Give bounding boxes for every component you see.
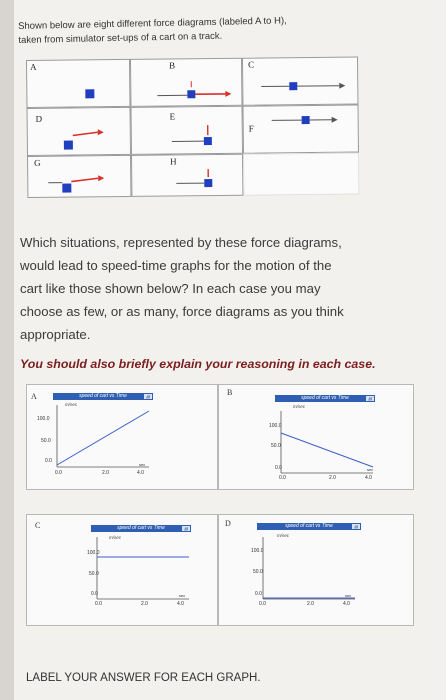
- speed-time-plot-a: [55, 403, 151, 469]
- question-line-2: would lead to speed-time graphs for the motion of the: [20, 258, 332, 273]
- graph-menu-button[interactable]: ▤: [366, 396, 374, 401]
- graph-label: A: [31, 392, 37, 401]
- diagram-g-drawing: [28, 156, 132, 199]
- force-diagram-a: [26, 59, 130, 108]
- y-tick: 0.0: [255, 591, 262, 597]
- diagram-d-drawing: [28, 108, 132, 157]
- x-tick: 2.0: [102, 470, 109, 476]
- intro-line-2: taken from simulator set-ups of a cart on a track.: [18, 30, 223, 46]
- speed-time-plot-b: [279, 409, 375, 475]
- y-tick: 0.0: [275, 465, 282, 471]
- graph-header: [53, 393, 153, 400]
- graph-header-text: speed of cart vs Time: [301, 395, 349, 401]
- y-unit: m/sec: [293, 404, 306, 409]
- x-tick: 2.0: [141, 601, 148, 607]
- graph-menu-button[interactable]: ▤: [182, 526, 190, 531]
- graph-header: [91, 525, 191, 532]
- force-diagram-e: [130, 106, 242, 155]
- graph-panel-c: [26, 514, 218, 626]
- question-line-4: choose as few, or as many, force diagrams as you think: [20, 304, 344, 319]
- x-unit: sec: [179, 593, 186, 598]
- speed-time-plot-c: [95, 535, 191, 601]
- speed-line: [281, 433, 373, 467]
- force-diagram-h: [131, 154, 243, 197]
- graph-header-text: speed of cart vs Time: [285, 523, 333, 529]
- graph-label: D: [225, 519, 231, 528]
- graph-header: [275, 395, 375, 402]
- y-unit: m/sec: [277, 533, 290, 538]
- diagram-f-drawing: [244, 106, 360, 155]
- diagram-label: A: [30, 61, 37, 72]
- question-line-1: Which situations, represented by these force diagrams,: [20, 235, 342, 250]
- y-tick: 50.0: [253, 569, 263, 575]
- graph-header-text: speed of cart vs Time: [117, 525, 165, 531]
- y-unit: m/sec: [109, 535, 122, 540]
- x-tick: 0.0: [259, 601, 266, 607]
- y-tick: 100.0: [269, 423, 282, 429]
- speed-line: [57, 411, 149, 465]
- y-tick: 0.0: [45, 458, 52, 464]
- question-line-5: appropriate.: [20, 327, 91, 342]
- x-tick: 4.0: [177, 601, 184, 607]
- question-text: [20, 231, 430, 346]
- diagram-label: D: [35, 113, 43, 124]
- x-tick: 0.0: [95, 601, 102, 607]
- x-tick: 4.0: [137, 470, 144, 476]
- question-line-3: cart like those shown below? In each case you may: [20, 281, 321, 296]
- force-diagram-c: [242, 57, 358, 106]
- diagram-c-drawing: [243, 58, 359, 107]
- force-diagram-g: [27, 155, 131, 198]
- y-unit: m/sec: [65, 402, 78, 407]
- answer-instruction: LABEL YOUR ANSWER FOR EACH GRAPH.: [26, 672, 261, 684]
- diagram-h-drawing: [132, 155, 244, 198]
- diagram-label: G: [34, 157, 41, 168]
- x-unit: sec: [139, 462, 146, 467]
- y-tick: 0.0: [91, 591, 98, 597]
- y-tick: 50.0: [271, 443, 281, 449]
- diagram-a-drawing: [27, 60, 131, 109]
- y-tick: 100.0: [37, 416, 50, 422]
- force-diagram-grid: [26, 57, 359, 198]
- x-unit: sec: [367, 467, 374, 472]
- diagram-label: E: [169, 111, 176, 122]
- x-unit: sec: [345, 593, 352, 598]
- diagram-label: C: [248, 59, 255, 70]
- graph-label: C: [35, 521, 41, 530]
- diagram-label: B: [169, 60, 176, 71]
- diagram-b-drawing: [131, 59, 243, 108]
- graph-panel-b: [218, 384, 414, 490]
- force-diagram-d: [27, 107, 131, 156]
- graph-panel-d: [218, 514, 414, 626]
- x-tick: 0.0: [279, 475, 286, 481]
- x-tick: 2.0: [307, 601, 314, 607]
- graph-panel-a: [26, 384, 218, 490]
- graph-label: B: [227, 388, 233, 397]
- intro-line-1: Shown below are eight different force diagrams (labeled A to H),: [18, 15, 287, 32]
- diagram-e-drawing: [132, 107, 244, 156]
- cart-block: [85, 89, 94, 98]
- graph-menu-button[interactable]: ▤: [144, 394, 152, 399]
- empty-cell: [243, 153, 359, 196]
- speed-time-plot-d: [261, 535, 357, 601]
- reasoning-instruction: You should also briefly explain your reasoning in each case.: [20, 357, 376, 371]
- diagram-label: F: [248, 123, 254, 134]
- x-tick: 4.0: [365, 475, 372, 481]
- y-tick: 100.0: [251, 548, 264, 554]
- x-tick: 0.0: [55, 470, 62, 476]
- y-tick: 50.0: [41, 438, 51, 444]
- y-tick: 100.0: [87, 550, 100, 556]
- graph-header: [257, 523, 361, 530]
- graph-menu-button[interactable]: ▤: [352, 524, 360, 529]
- diagram-label: H: [170, 156, 177, 167]
- x-tick: 2.0: [329, 475, 336, 481]
- force-diagram-b: [130, 58, 242, 107]
- graph-header-text: speed of cart vs Time: [79, 393, 127, 399]
- force-diagram-f: [242, 105, 358, 154]
- x-tick: 4.0: [343, 601, 350, 607]
- y-tick: 50.0: [89, 571, 99, 577]
